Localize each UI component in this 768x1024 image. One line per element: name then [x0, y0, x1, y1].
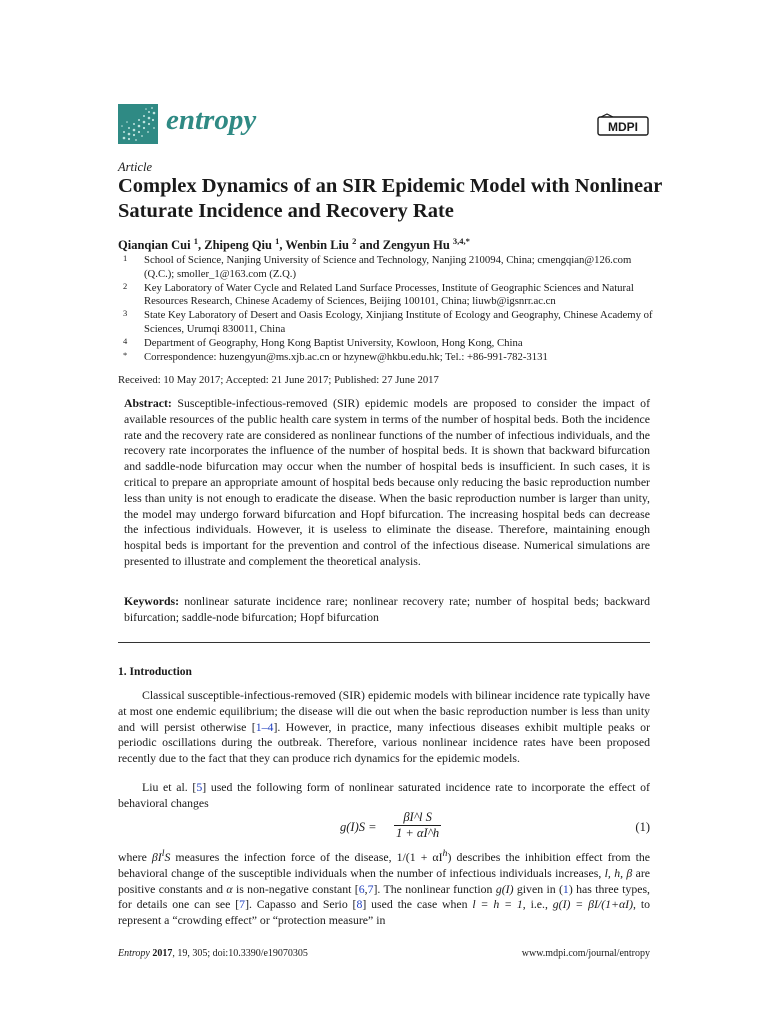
keywords — [124, 594, 650, 626]
text-run: Classical susceptible-infectious-removed (SIR) epidemic models with bilinear incidence rate typically have at most one endemic equilibrium; the disease will die out when the basic reproduction number is less than unity and will persist otherwise [ — [118, 688, 650, 734]
text-run: ) describes the inhibition effect from the behavioral change of the susceptible individuals when the number of infectious individuals increases, — [118, 849, 650, 880]
text-run: ]. The nonlinear function — [373, 881, 496, 896]
text-run: Liu et al. [ — [142, 780, 197, 794]
author-affil-ref: 1 — [193, 236, 198, 246]
math-inline: βI — [151, 849, 162, 864]
intro-paragraph-2 — [118, 780, 650, 812]
mdpi-logo-icon — [597, 113, 649, 137]
abstract-label: Abstract: — [124, 396, 172, 410]
affiliation-text: Department of Geography, Hong Kong Baptist University, Kowloon, Hong Kong, China — [144, 337, 523, 350]
correspondence — [118, 351, 658, 365]
section-divider — [118, 642, 650, 643]
citation-link[interactable]: 7 — [367, 881, 374, 896]
affiliation-item — [118, 254, 658, 281]
author-affil-ref: 3,4,* — [452, 236, 470, 246]
author-affil-ref: 1 — [275, 236, 280, 246]
author-name[interactable]: Qianqian Cui — [118, 238, 191, 253]
author-separator: , — [197, 238, 205, 253]
author-separator: and — [356, 238, 383, 253]
math-inline: g(I) — [495, 881, 514, 896]
math-superscript: h — [442, 848, 448, 859]
math-superscript: l — [161, 848, 165, 859]
intro-paragraph-1 — [118, 688, 650, 767]
math-inline: g(I) = βI/(1+αI) — [552, 897, 634, 912]
affiliation-number: 4 — [123, 336, 128, 347]
citation-link[interactable]: 7 — [239, 897, 246, 912]
math-inline: l = h = 1 — [472, 897, 523, 912]
affiliation-item — [118, 282, 658, 309]
intro-paragraph-3 — [118, 846, 650, 929]
equation-numerator: βI^l S — [394, 810, 441, 826]
text-run: are positive constants and — [118, 865, 650, 896]
publication-dates: Received: 10 May 2017; Accepted: 21 June 2017; Published: 27 June 2017 — [118, 374, 439, 386]
affiliation-text: School of Science, Nanjing University of Science and Technology, Nanjing 210094, China; cmengqian@126.com (Q.C.); smoller_1@163.com (Z.Q.) — [144, 254, 632, 280]
author-affil-ref: 2 — [352, 236, 357, 246]
text-run: is non-negative constant [ — [232, 881, 359, 896]
text-run: , — [364, 881, 368, 896]
author-list — [118, 236, 470, 253]
author-name[interactable]: Wenbin Liu — [285, 238, 349, 253]
citation-link[interactable]: 6 — [358, 881, 365, 896]
section-heading: 1. Introduction — [118, 666, 192, 678]
text-run: , to represent a “crowding effect” or “protection measure” in — [118, 897, 650, 928]
footer-doi: , 19, 305; doi:10.3390/e19070305 — [172, 948, 308, 959]
text-run: ] used the following form of nonlinear saturated incidence rate to incorporate the effect of behavioral changes — [118, 780, 650, 810]
affiliation-item — [118, 337, 658, 351]
math-inline: S — [164, 849, 171, 864]
affiliation-list — [118, 254, 658, 365]
text-run: , i.e., — [522, 897, 553, 912]
footer-journal: Entropy — [118, 948, 150, 959]
text-run: where — [118, 849, 152, 864]
equation-fraction — [394, 810, 441, 841]
equation-number: (1) — [635, 820, 650, 834]
text-run: measures the infection force of the disease, 1/(1 + αI — [170, 849, 443, 864]
text-run: ] used the case when — [362, 897, 473, 912]
keywords-label: Keywords: — [124, 594, 180, 608]
citation-link[interactable]: 1–4 — [255, 719, 274, 734]
text-run: ) has three types, for details one can see [ — [118, 881, 650, 912]
affiliation-text: State Key Laboratory of Desert and Oasis Ecology, Xinjiang Institute of Ecology and Geography, Chinese Academy of Sciences, Urumqi 830011, China — [144, 309, 653, 335]
equation-1 — [118, 810, 650, 846]
equation-link[interactable]: 1 — [562, 881, 569, 896]
footer-year: 2017 — [152, 948, 173, 959]
abstract — [124, 396, 650, 570]
math-inline: l, h, β — [604, 865, 633, 880]
author-separator: , — [279, 238, 286, 253]
affiliation-number: 2 — [123, 280, 128, 291]
equation-denominator: 1 + αI^h — [396, 826, 440, 840]
mdpi-logo-text: MDPI — [608, 120, 638, 134]
affiliation-item — [118, 309, 658, 336]
affiliation-number: 3 — [123, 308, 128, 319]
affiliation-text: Key Laboratory of Water Cycle and Related Land Surface Processes, Institute of Geographic Sciences and Natural Resources Research, Chinese Academy of Sciences, Beijing 100101, China; liuwb@igsnrr.ac.cn — [144, 281, 634, 308]
text-run: ]. Capasso and Serio [ — [245, 897, 357, 912]
text-run: ]. However, in practice, many infectious diseases exhibit multiple peaks or periodic oscillations during the outbreak. Therefore, various nonlinear incidence rates have been proposed recently due to the fact that they can produce rich dynamics for the epidemic models. — [118, 719, 650, 766]
author-name[interactable]: Zengyun Hu — [382, 238, 450, 253]
abstract-text: Susceptible-infectious-removed (SIR) epidemic models are proposed to consider the impact of available resources of the public health care system in terms of the number of hospital beds. Both the incidence rate and the recovery rate are considered as nonlinear functions of the number of infectious individuals, and the recovery rate incorporates the influence of the number of hospital beds. It is shown that backward bifurcation and saddle-node bifurcation may occur when the number of hospital beds is insufficient. In such cases, it is critical to prepare an appropriate amount of hospital beds because only reducing the basic reproduction number less than unity is not enough to eradicate the disease. When the basic reproduction number is larger than unity, the model may undergo forward bifurcation and Hopf bifurcation. The increasing hospital beds can decrease the infectious individuals. However, it is useless to eliminate the disease. Therefore, maintaining enough hospital beds is important for the prevention and control of the infectious disease. Numerical simulations are presented to illustrate and complement the theoretical analysis. — [124, 396, 650, 568]
keywords-text: nonlinear saturate incidence rare; nonlinear recovery rate; number of hospital beds; backward bifurcation; saddle-node bifurcation; Hopf bifurcation — [124, 594, 650, 624]
correspondence-mark: * — [123, 350, 128, 361]
journal-name: entropy — [166, 104, 257, 136]
journal-logo-icon — [118, 104, 158, 144]
article-type: Article — [118, 160, 153, 174]
text-run: given in ( — [513, 881, 563, 896]
citation-link[interactable]: 5 — [196, 780, 203, 794]
equation-lhs: g(I)S = — [340, 820, 377, 834]
correspondence-text: Correspondence: huzengyun@ms.xjb.ac.cn or hzynew@hkbu.edu.hk; Tel.: +86-991-782-3131 — [144, 351, 548, 364]
footer-url[interactable]: www.mdpi.com/journal/entropy — [521, 948, 650, 959]
article-title: Complex Dynamics of an SIR Epidemic Model with Nonlinear Saturate Incidence and Recovery Rate — [118, 175, 663, 222]
affiliation-number: 1 — [123, 253, 128, 263]
author-name[interactable]: Zhipeng Qiu — [204, 238, 272, 253]
math-inline: α — [226, 881, 233, 896]
footer-citation — [118, 948, 308, 959]
citation-link[interactable]: 8 — [356, 897, 363, 912]
